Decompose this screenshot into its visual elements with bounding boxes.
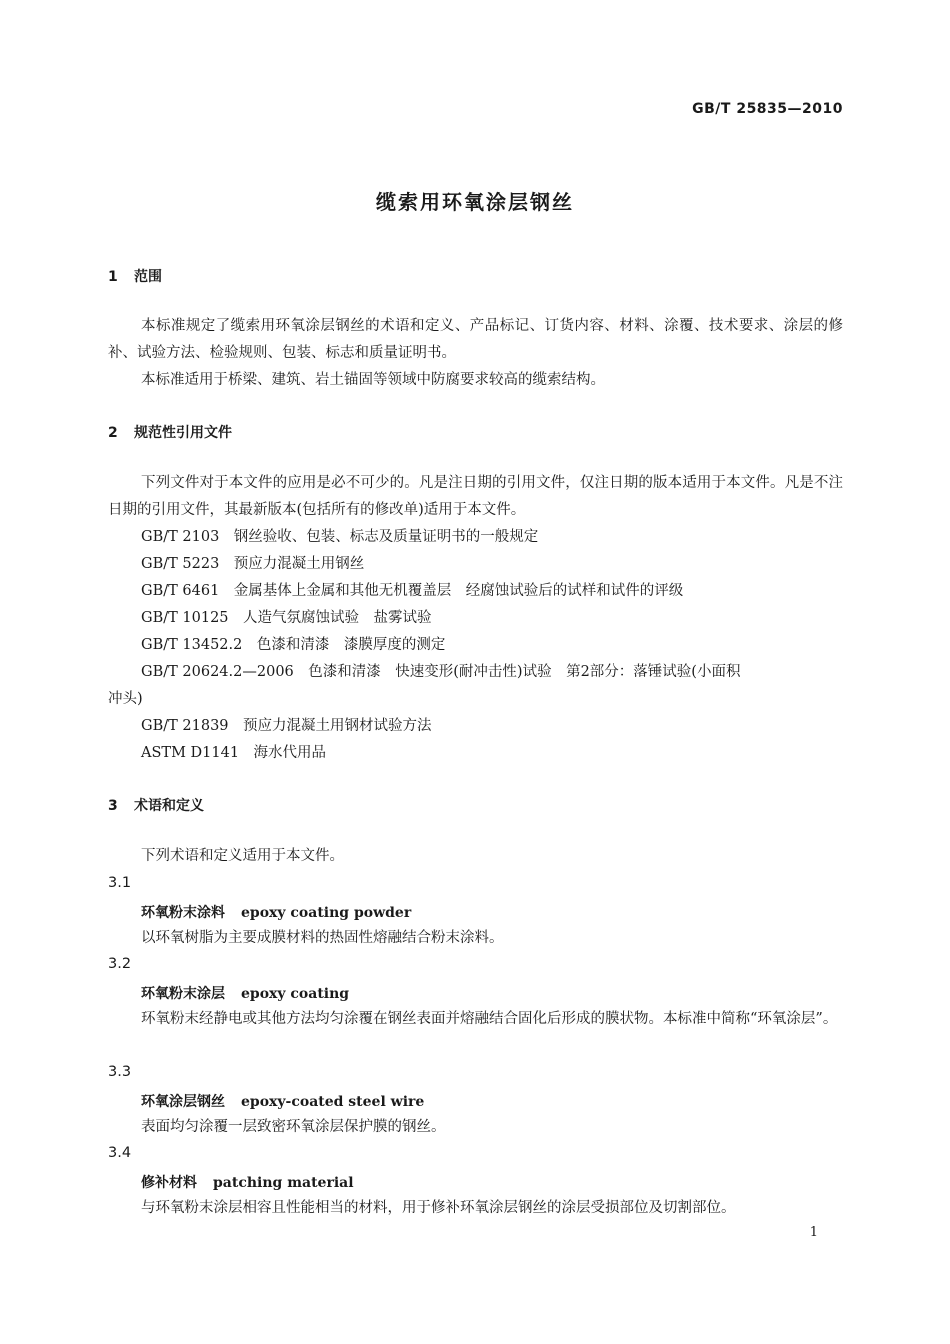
term-number: 3.3 — [108, 1064, 132, 1080]
term-definition: 环氧粉末经静电或其他方法均匀涂覆在钢丝表面并熔融结合固化后形成的膜状物。本标准中简称“环氧涂层”。 — [141, 1011, 838, 1027]
term-name — [141, 1091, 424, 1111]
reference-item: ASTM D1141 海水代用品 — [141, 745, 327, 761]
term-name — [141, 1172, 354, 1192]
section-number: 1 — [108, 269, 118, 285]
reference-item: GB/T 5223 预应力混凝土用钢丝 — [141, 556, 365, 572]
term-number: 3.2 — [108, 956, 132, 972]
page-number: 1 — [809, 1225, 818, 1240]
section-3-heading — [108, 795, 204, 815]
reference-item: GB/T 20624.2—2006 色漆和清漆 快速变形(耐冲击性)试验 第2部分：落锤试验(小面积 — [141, 664, 741, 680]
section-number: 3 — [108, 798, 118, 814]
term-name-en: patching material — [213, 1175, 354, 1191]
reference-item-continuation: 冲头) — [108, 691, 143, 707]
document-title: 缆索用环氧涂层钢丝 — [376, 190, 574, 214]
term-definition: 以环氧树脂为主要成膜材料的热固性熔融结合粉末涂料。 — [141, 930, 504, 946]
section-title: 术语和定义 — [134, 798, 204, 814]
section-1-para-1: 本标准规定了缆索用环氧涂层钢丝的术语和定义、产品标记、订货内容、材料、涂覆、技术要求、涂层的修补、试验方法、检验规则、包装、标志和质量证明书。 — [108, 318, 843, 361]
term-name-zh: 修补材料 — [141, 1175, 197, 1191]
term-number: 3.1 — [108, 875, 132, 891]
term-number: 3.4 — [108, 1145, 132, 1161]
term-name — [141, 983, 349, 1003]
term-name-zh: 环氧涂层钢丝 — [141, 1094, 225, 1110]
term-name-zh: 环氧粉末涂料 — [141, 905, 225, 921]
section-title: 范围 — [134, 269, 162, 285]
term-definition: 与环氧粉末涂层相容且性能相当的材料，用于修补环氧涂层钢丝的涂层受损部位及切割部位。 — [141, 1200, 736, 1216]
reference-item: GB/T 6461 金属基体上金属和其他无机覆盖层 经腐蚀试验后的试样和试件的评级 — [141, 583, 684, 599]
section-title: 规范性引用文件 — [134, 425, 232, 441]
reference-item: GB/T 2103 钢丝验收、包装、标志及质量证明书的一般规定 — [141, 529, 539, 545]
reference-item: GB/T 10125 人造气氛腐蚀试验 盐雾试验 — [141, 610, 432, 626]
section-1-heading — [108, 266, 162, 286]
term-name-en: epoxy coating powder — [241, 905, 412, 921]
standard-code: GB/T 25835—2010 — [692, 101, 843, 117]
section-number: 2 — [108, 425, 118, 441]
section-2-heading — [108, 422, 232, 442]
reference-item: GB/T 13452.2 色漆和清漆 漆膜厚度的测定 — [141, 637, 446, 653]
section-2-intro: 下列文件对于本文件的应用是必不可少的。凡是注日期的引用文件，仅注日期的版本适用于本文件。凡是不注日期的引用文件，其最新版本(包括所有的修改单)适用于本文件。 — [108, 475, 843, 518]
term-name-zh: 环氧粉末涂层 — [141, 986, 225, 1002]
term-name-en: epoxy coating — [241, 986, 350, 1002]
term-definition: 表面均匀涂覆一层致密环氧涂层保护膜的钢丝。 — [141, 1119, 446, 1135]
term-name — [141, 902, 411, 922]
section-1-para-2: 本标准适用于桥梁、建筑、岩土锚固等领域中防腐要求较高的缆索结构。 — [141, 372, 605, 388]
section-3-intro: 下列术语和定义适用于本文件。 — [141, 848, 344, 864]
reference-item: GB/T 21839 预应力混凝土用钢材试验方法 — [141, 718, 432, 734]
term-name-en: epoxy-coated steel wire — [241, 1094, 425, 1110]
